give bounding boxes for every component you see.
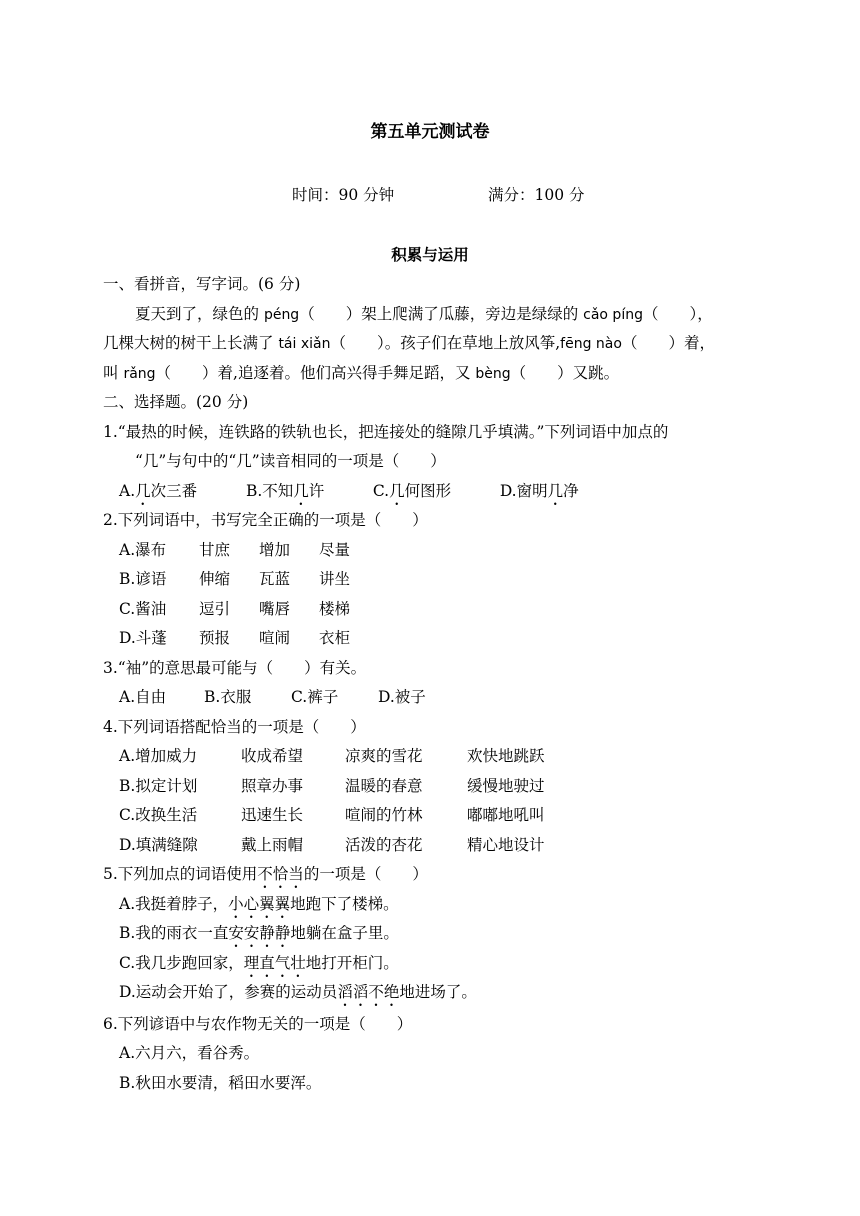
option-text: C.我几步跑回家，	[119, 953, 244, 972]
q2-2-row	[103, 565, 793, 595]
q2-2-stem: 2.下列词语中，书写完全正确的一项是（ ）	[103, 511, 428, 529]
option-word: 嘟嘟地吼叫	[467, 806, 545, 824]
stem-text: 5.下列加点的词语使用	[103, 865, 258, 883]
option-a: A.自由	[119, 688, 167, 706]
option-word: 讲坐	[319, 570, 351, 588]
q2-6-option-b: B.秋田水要清，稻田水要浑。	[119, 1073, 322, 1092]
option-text: 地跑下了楼梯。	[290, 894, 399, 913]
option-word: 温暖的春意	[345, 776, 423, 795]
option-c: C.裤子	[291, 688, 339, 706]
option-word: 甘庶	[199, 540, 231, 559]
option-text: 地进场了。	[399, 983, 477, 1001]
option-text: D.窗明	[499, 481, 548, 500]
option-word: 迅速生长	[241, 806, 304, 824]
q2-4-row	[103, 742, 793, 772]
option-c	[373, 477, 495, 509]
option-text: A.我挺着脖子，	[119, 894, 229, 913]
q1-heading: 一、看拼音，写字词。(6 分)	[103, 275, 301, 293]
option-word: C.酱油	[119, 599, 167, 618]
option-d	[500, 477, 579, 509]
q2-3-options	[103, 683, 793, 713]
option-word: A.瀑布	[119, 540, 167, 559]
q2-4-row	[103, 801, 793, 831]
option-word: 戴上雨帽	[241, 835, 304, 854]
q1-text: （ ）着,追逐着。他们高兴得手舞足蹈，又	[155, 363, 476, 382]
option-word: 照章办事	[241, 776, 304, 795]
q1-line-1	[103, 300, 793, 330]
q1-text: 几棵大树的树干上长满了	[103, 334, 279, 352]
option-word: 嘴唇	[259, 599, 291, 618]
dotted-words: 不恰当	[257, 865, 304, 883]
q2-2-row	[103, 624, 793, 654]
option-word: B.拟定计划	[119, 776, 198, 795]
option-word: 逗引	[199, 599, 231, 618]
pinyin: tái xiǎn	[278, 336, 331, 352]
q2-1-options	[103, 477, 793, 507]
exam-body	[103, 270, 793, 1098]
option-word: 收成希望	[241, 747, 304, 765]
pinyin: fēng nào	[560, 336, 622, 352]
option-text: A.	[119, 481, 136, 500]
option-text: 地躺在盒子里。	[290, 924, 399, 942]
option-text: 何图形	[404, 481, 452, 500]
option-word: 尽量	[319, 540, 351, 559]
option-word: B.谚语	[119, 570, 167, 588]
q2-4-row	[103, 772, 793, 802]
pinyin: péng	[263, 306, 300, 323]
q2-5-stem	[103, 860, 793, 890]
q2-5-option-d	[103, 978, 793, 1008]
option-word: 活泼的杏花	[345, 835, 423, 854]
option-text: C.	[372, 481, 390, 500]
option-text: B.我的雨衣一直	[119, 924, 229, 942]
full-score: 满分：100 分	[488, 186, 585, 204]
option-word: 预报	[199, 629, 231, 647]
q1-line-3	[103, 359, 793, 389]
q2-5-option-b	[103, 919, 793, 949]
option-b	[246, 477, 368, 509]
option-word: C.改换生活	[119, 806, 198, 824]
q2-1-stem-cont: “几”与句中的“几”读音相同的一项是（ ）	[135, 452, 446, 470]
option-text: 许	[308, 481, 325, 500]
q1-line-2	[103, 329, 793, 359]
q1-text: （ ）着，	[621, 334, 715, 352]
option-word: 欢快地跳跃	[467, 747, 545, 765]
time-limit: 时间：90 分钟	[292, 186, 395, 204]
option-text: 次三番	[150, 481, 198, 500]
pinyin: rǎng	[123, 365, 156, 382]
dotted-words: 理直气壮	[243, 953, 306, 972]
option-b: B.衣服	[204, 688, 252, 706]
page-title: 第五单元测试卷	[370, 122, 490, 142]
q2-2-row	[103, 536, 793, 566]
option-word: 喧闹的竹林	[345, 806, 423, 824]
option-word: 楼梯	[319, 599, 351, 618]
q1-text: 夏天到了，绿色的	[135, 304, 264, 323]
q1-text: （ ），	[642, 304, 713, 323]
q2-3-stem: 3.“袖”的意思最可能与（ ）有关。	[103, 658, 367, 677]
option-text: 净	[563, 481, 579, 500]
section-title: 积累与运用	[391, 246, 469, 264]
option-word: 瓦蓝	[259, 570, 291, 588]
dotted-words: 小心翼翼	[228, 894, 291, 913]
option-text: D.运动会开始了，参赛的运动员	[119, 983, 338, 1001]
option-word: 伸缩	[199, 570, 231, 588]
dotted-char: 几	[389, 481, 405, 500]
q2-2-row	[103, 595, 793, 625]
q2-5-option-c	[103, 949, 793, 979]
q2-6-option-a: A.六月六，看谷秀。	[119, 1044, 260, 1062]
pinyin: cǎo píng	[583, 306, 643, 323]
q2-4-row	[103, 831, 793, 861]
option-word: 增加	[259, 540, 291, 559]
option-a	[119, 477, 241, 509]
dotted-char: 几	[547, 481, 564, 500]
q2-heading: 二、选择题。(20 分)	[103, 393, 249, 411]
option-word: D.斗蓬	[119, 629, 167, 647]
dotted-words: 滔滔不绝	[337, 983, 400, 1001]
option-word: 喧闹	[259, 629, 291, 647]
q1-text: （ ）又跳。	[510, 363, 620, 382]
q2-4-stem: 4.下列词语搭配恰当的一项是（ ）	[103, 717, 366, 736]
dotted-words: 安安静静	[228, 924, 291, 942]
option-d: D.被子	[378, 688, 426, 706]
option-word: 凉爽的雪花	[345, 747, 423, 765]
q2-6-stem: 6.下列谚语中与农作物无关的一项是（ ）	[103, 1014, 413, 1033]
option-word: 衣柜	[319, 629, 351, 647]
stem-text: 的一项是（ ）	[303, 865, 428, 883]
dotted-char: 几	[135, 481, 151, 500]
q1-text: （ ）。孩子们在草地上放风筝,	[330, 334, 561, 352]
q1-text: 叫	[103, 363, 124, 382]
option-word: 缓慢地驶过	[467, 776, 545, 795]
pinyin: bèng	[475, 365, 511, 382]
option-word: A.增加威力	[119, 747, 198, 765]
option-word: 精心地设计	[467, 835, 545, 854]
option-text: 地打开柜门。	[305, 953, 399, 972]
option-text: B.不知	[245, 481, 294, 500]
q1-text: （ ）架上爬满了瓜藤，旁边是绿绿的	[299, 304, 584, 323]
option-word: D.填满缝隙	[119, 835, 198, 854]
q2-5-option-a	[103, 890, 793, 920]
dotted-char: 几	[293, 481, 309, 500]
q2-1-stem: 1.“最热的时候，连铁路的铁轨也长，把连接处的缝隙几乎填满。”下列词语中加点的	[103, 422, 669, 441]
